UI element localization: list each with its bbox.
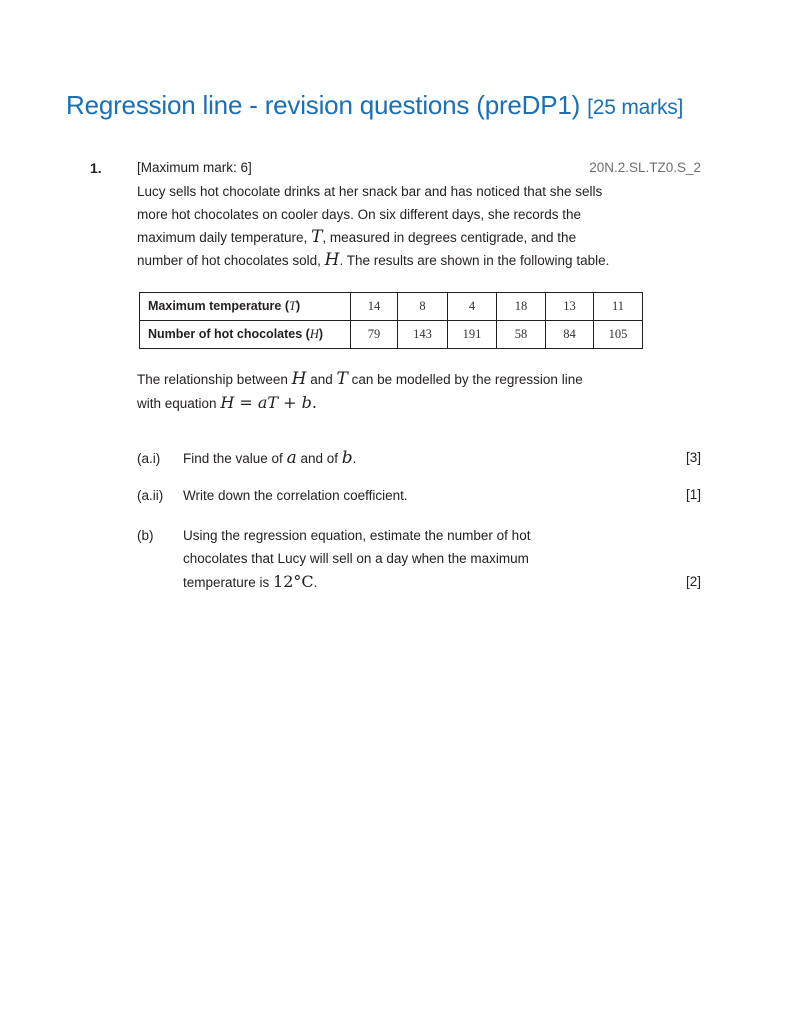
relationship-line: The relationship between H and T can be modelled by the regression line xyxy=(137,369,583,389)
part-label: (b) xyxy=(137,528,154,543)
table-cell: 79 xyxy=(351,321,398,349)
question-number: 1. xyxy=(90,160,102,176)
table-cell: 13 xyxy=(546,293,594,321)
table-cell: 58 xyxy=(497,321,546,349)
table-cell: 4 xyxy=(448,293,497,321)
row-header-temperature: Maximum temperature (T) xyxy=(140,293,351,321)
table-cell: 11 xyxy=(594,293,643,321)
intro-line: Lucy sells hot chocolate drinks at her snack bar and has noticed that she sells xyxy=(137,184,603,199)
part-label: (a.i) xyxy=(137,451,161,466)
part-marks: [3] xyxy=(685,450,701,465)
table-cell: 14 xyxy=(351,293,398,321)
table-cell: 191 xyxy=(448,321,497,349)
math-var-T: T xyxy=(311,227,323,247)
part-marks: [1] xyxy=(685,487,701,502)
title-main: Regression line - revision questions (preDP1) xyxy=(66,90,581,120)
table-cell: 143 xyxy=(398,321,448,349)
max-mark: [Maximum mark: 6] xyxy=(137,160,252,175)
page-title xyxy=(66,90,683,121)
relationship-line: with equation H = aT + b. xyxy=(137,393,317,412)
part-marks: [2] xyxy=(685,574,701,589)
intro-line: number of hot chocolates sold, H. The results are shown in the following table. xyxy=(137,250,610,270)
question-code: 20N.2.SL.TZ0.S_2 xyxy=(589,160,701,175)
data-table xyxy=(139,292,643,349)
intro-line: more hot chocolates on cooler days. On six different days, she records the xyxy=(137,207,581,222)
table-cell: 8 xyxy=(398,293,448,321)
table-cell: 105 xyxy=(594,321,643,349)
table-cell: 18 xyxy=(497,293,546,321)
part-label: (a.ii) xyxy=(137,488,164,503)
table-row xyxy=(140,321,643,349)
intro-line: maximum daily temperature, T, measured in degrees centigrade, and the xyxy=(137,227,577,247)
question-intro xyxy=(137,180,657,272)
temperature-value: 12°C xyxy=(273,572,314,591)
relationship-text xyxy=(137,368,657,415)
title-marks: [25 marks] xyxy=(587,96,684,119)
part-text: Find the value of a and of b. xyxy=(183,448,357,468)
part-text: Write down the correlation coefficient. xyxy=(183,488,408,503)
table-cell: 84 xyxy=(546,321,594,349)
math-var-H: H xyxy=(324,250,340,270)
regression-equation: H = aT + b. xyxy=(220,393,317,412)
row-header-hot-chocolates: Number of hot chocolates (H) xyxy=(140,321,351,349)
part-text: Using the regression equation, estimate the number of hot chocolates that Lucy will sell on a day when the maximum temperature is 12°C. xyxy=(183,528,531,591)
table-row xyxy=(140,293,643,321)
